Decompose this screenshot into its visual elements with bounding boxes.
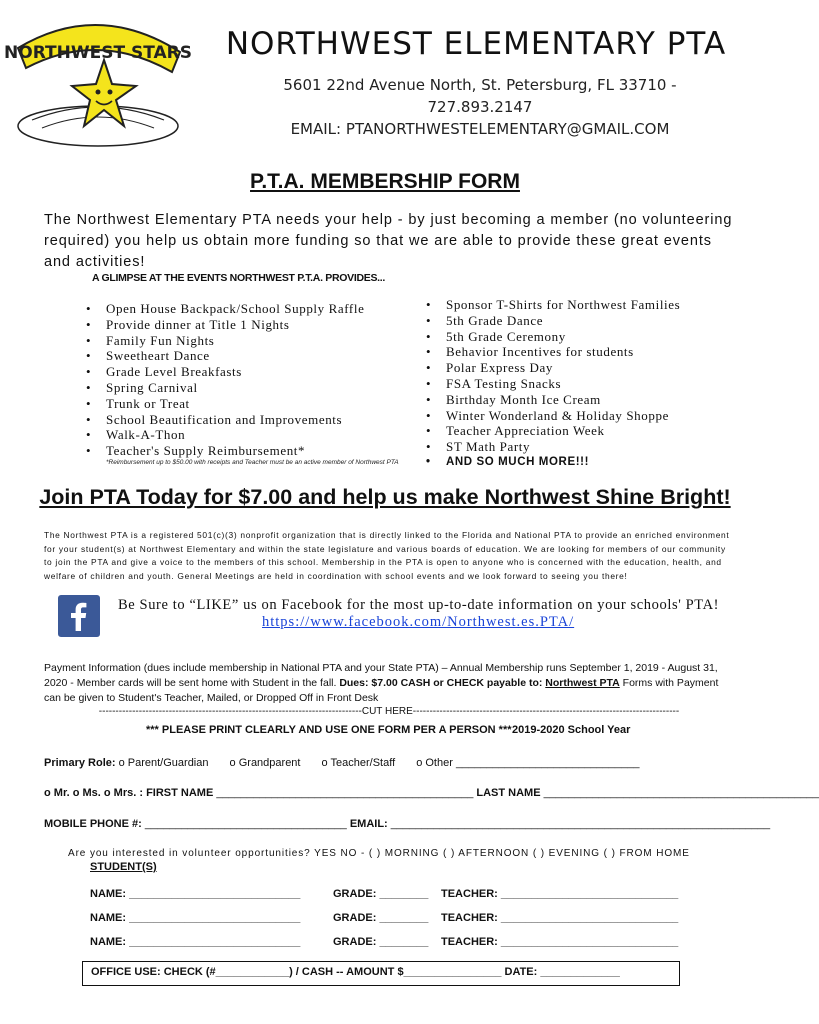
student-teacher-field[interactable]: TEACHER: _____________________________ [441, 936, 679, 948]
form-title: P.T.A. MEMBERSHIP FORM [250, 170, 520, 193]
first-name-label: FIRST NAME [146, 787, 214, 799]
school-year: 2019-2020 School Year [512, 724, 631, 736]
list-item: • FSA Testing Snacks [420, 376, 680, 392]
last-name-label: LAST NAME [476, 787, 541, 799]
cut-here-line: -------------------------------------------------------------------------------CUT HERE-------------------------------------------------------------------------------- [98, 706, 680, 717]
student-grade-field[interactable]: GRADE: ________ [333, 936, 429, 948]
intro-paragraph: The Northwest Elementary PTA needs your help - by just becoming a member (no volunteering required) you help us obtain more funding so that we are able to provide these great events and activities! [44, 212, 733, 270]
facebook-link[interactable]: https://www.facebook.com/Northwest.es.PTA/ [262, 614, 575, 630]
email-field[interactable]: ______________________________________________________________ [390, 818, 771, 830]
pta-description: The Northwest PTA is a registered 501(c)(3) nonprofit organization that is directly linked to the Florida and National PTA to provide an enriched environment for your student(s) at Northwest Elementary and within the state legislature and various boards of education. We are looking for members of our community to join the PTA and give a voice to the members of this school. Membership in the PTA is open to anyone who is concerned with the education, health, and welfare of children and youth. General Meetings are held in coordination with school events and we look forward to seeing you there! [44, 530, 730, 581]
list-item: • School Beautification and Improvements [80, 412, 364, 428]
facebook-icon[interactable] [58, 595, 100, 637]
student-teacher-field[interactable]: TEACHER: _____________________________ [441, 888, 679, 900]
payment-text: Payment Information (dues include membership in National PTA and your State PTA) – Annual Membership runs September 1, 2019 - August 31, 2020 - Member cards will be sent home with Student in the fall. [44, 662, 718, 689]
role-option-parent[interactable]: o Parent/Guardian [118, 757, 209, 769]
payee-name: Northwest PTA [545, 677, 620, 689]
address: 5601 22nd Avenue North, St. Petersburg, FL 33710 - 727.893.2147 [283, 76, 677, 116]
print-instruction: *** PLEASE PRINT CLEARLY AND USE ONE FORM PER A PERSON *** [146, 724, 512, 736]
role-option-other[interactable]: o Other ______________________________ [416, 757, 640, 769]
list-item: • Polar Express Day [420, 360, 680, 376]
student-name-field[interactable]: NAME: ____________________________ [90, 912, 301, 924]
list-item: • 5th Grade Dance [420, 313, 680, 329]
organization-contact [250, 74, 710, 140]
primary-role-label: Primary Role: [44, 757, 116, 769]
events-list-right [420, 297, 680, 471]
student-grade-field[interactable]: GRADE: ________ [333, 888, 429, 900]
student-name-field[interactable]: NAME: ____________________________ [90, 936, 301, 948]
role-option-teacher[interactable]: o Teacher/Staff [321, 757, 396, 769]
list-item: • Birthday Month Ice Cream [420, 392, 680, 408]
organization-title: NORTHWEST ELEMENTARY PTA [225, 26, 727, 62]
payment-information [44, 661, 734, 706]
events-list-left [80, 301, 364, 459]
list-item: • Walk-A-Thon [80, 427, 364, 443]
list-item: • Winter Wonderland & Holiday Shoppe [420, 408, 680, 424]
last-name-field[interactable]: _____________________________________________ [543, 787, 819, 799]
first-name-field[interactable]: __________________________________________ [216, 787, 474, 799]
list-item: • Sweetheart Dance [80, 348, 364, 364]
list-item: • 5th Grade Ceremony [420, 329, 680, 345]
list-item: • Family Fun Nights [80, 333, 364, 349]
email-address: EMAIL: PTANORTHWESTELEMENTARY@GMAIL.COM [290, 120, 670, 138]
salutation-options[interactable]: o Mr. o Ms. o Mrs. : [44, 787, 144, 799]
contact-row [44, 818, 770, 830]
svg-text:NORTHWEST STARS: NORTHWEST STARS [4, 43, 192, 63]
payment-dues: Dues: $7.00 CASH or CHECK payable to: [339, 677, 546, 689]
reimbursement-footnote: *Reimbursement up to $50.00 with receipts and Teacher must be an active member of Northwest PTA [106, 459, 399, 466]
role-option-grandparent[interactable]: o Grandparent [229, 757, 301, 769]
list-item: • Grade Level Breakfasts [80, 364, 364, 380]
events-heading: A GLIMPSE AT THE EVENTS NORTHWEST P.T.A. PROVIDES... [92, 272, 386, 284]
list-item: • Behavior Incentives for students [420, 344, 680, 360]
list-item: • Teacher Appreciation Week [420, 423, 680, 439]
student-teacher-field[interactable]: TEACHER: _____________________________ [441, 912, 679, 924]
mobile-phone-field[interactable]: _________________________________ [144, 818, 347, 830]
student-name-field[interactable]: NAME: ____________________________ [90, 888, 301, 900]
list-item: • AND SO MUCH MORE!!! [420, 455, 680, 471]
office-use-box: OFFICE USE: CHECK (#____________) / CASH -- AMOUNT $________________ DATE: _____________ [82, 961, 680, 986]
list-item: • Provide dinner at Title 1 Nights [80, 317, 364, 333]
students-heading: STUDENT(S) [90, 861, 157, 873]
list-item: • Trunk or Treat [80, 396, 364, 412]
list-item: • ST Math Party [420, 439, 680, 455]
mobile-phone-label: MOBILE PHONE #: [44, 818, 142, 830]
volunteer-question[interactable]: Are you interested in volunteer opportunities? YES NO - ( ) MORNING ( ) AFTERNOON ( ) EVENING ( ) FROM HOME [68, 848, 690, 859]
northwest-stars-logo [4, 8, 192, 158]
facebook-callout: Be Sure to “LIKE” us on Facebook for the most up-to-date information on your schools' PTA! [118, 597, 720, 613]
list-item: • Spring Carnival [80, 380, 364, 396]
list-item: • Sponsor T-Shirts for Northwest Families [420, 297, 680, 313]
list-item: • Open House Backpack/School Supply Raffle [80, 301, 364, 317]
student-grade-field[interactable]: GRADE: ________ [333, 912, 429, 924]
name-row [44, 787, 819, 799]
primary-role-row [44, 757, 657, 769]
email-label: EMAIL: [349, 818, 388, 830]
join-heading: Join PTA Today for $7.00 and help us make Northwest Shine Bright! [39, 485, 731, 509]
payment-delivery: Forms with Payment can be given to Student's Teacher, Mailed, or Dropped Off in Front Desk [44, 677, 719, 704]
list-item: • Teacher's Supply Reimbursement* [80, 443, 364, 459]
